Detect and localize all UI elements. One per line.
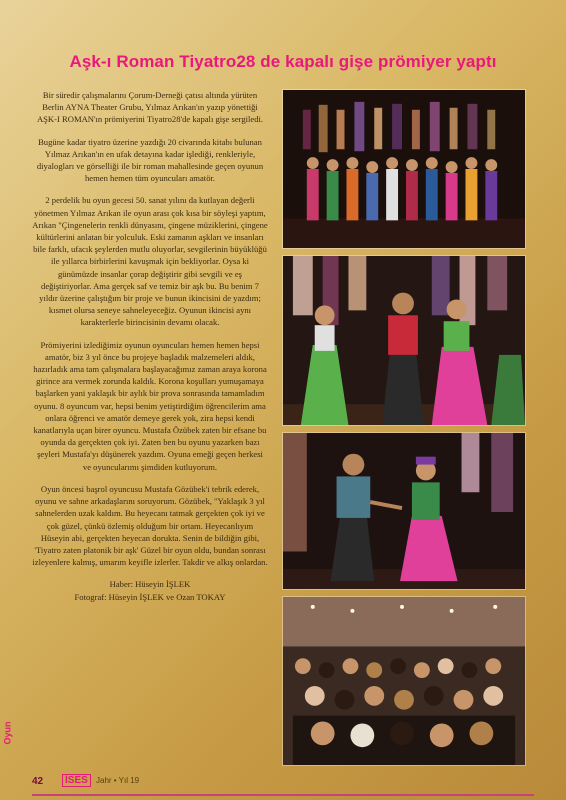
photo-audience xyxy=(282,596,526,766)
section-tag-label: Oyun xyxy=(2,721,13,745)
page-number: 42 xyxy=(32,776,44,787)
photo-dance-scene xyxy=(282,255,526,426)
section-tag xyxy=(2,716,22,756)
photo-couple-scene xyxy=(282,432,526,590)
photo-curtain-call xyxy=(282,89,526,249)
magazine-logo: İSES xyxy=(62,774,91,787)
page-footer xyxy=(0,772,566,800)
issue-label: Jahr • Yıl 19 xyxy=(96,776,140,785)
footer-divider xyxy=(32,794,534,796)
photo-credit: Fotograf: Hüseyin İŞLEK ve Ozan TOKAY xyxy=(74,591,226,602)
article-paragraph: Bugüne kadar tiyatro üzerine yazdığı 20 civarında kitabı bulunan Yılmaz Arıkan'ın en ufak detayına kadar işlediği, renkleriyle, diyalogları ve görselliği ile bir roman mahallesinde geçen oyunun hemen hemen tüm oyuncuları amatör. xyxy=(36,136,264,184)
article-paragraph: Bir süredir çalışmalarını Çorum-Derneği çatısı altında yürüten Berlin AYNA Theater Grubu, Yılmaz Arıkan'ın yazıp yönettiği AŞK-I ROMAN'ın prömiyerini Tiyatro28'de kapalı gişe sergiledi. xyxy=(36,90,264,125)
article-body xyxy=(32,89,268,749)
article-paragraph: Oyun öncesi başrol oyuncusu Mustafa Gözübek'i tebrik ederek, oyunu ve sahne arkadaşlarını soruyorum. Gözübek, "Yaklaşık 3 yıl sahnelerden uzak kaldım. Bu heyecanı tatmak gerçekten çok iyi ve çok güzel, çünkü özlemiş olduğum bir ortam. Heyecanlıyım Hüseyin abi, gerçekten heyecan dorukta. Senin de bildiğin gibi, 'Tiyatro zaten platonik bir aşk' Güzel bir oyun oldu, bundan sonrası izleyenlere kalmış, umarım keyifle izlerler. Takdir ve alkış onlardan. xyxy=(32,483,268,568)
page-title: Aşk-ı Roman Tiyatro28 de kapalı gişe prömiyer yaptı xyxy=(69,52,497,71)
article-paragraph: 2 perdelik bu oyun gecesi 50. sanat yılını da kutlayan değerli yönetmen Yılmaz Arıkan ile oyun arası çok kısa bir söyleşi yaptım, Arıkan "Çingenelerin renkli dünyasını, çingene müziklerini, çingene kültürlerini anlatan bir yolculuk. Eski zamanın aşkları ve insanları bile farklı, ufacık şeylerden mutlu oluyorlar, sevgilerinin büyüklüğü ile yıllarca birbirlerini kavuşmak için bekliyorlar. Oysa ki günümüzde insanlar çorap değiştirir gibi sevgili ve eş değiştiriyorlar. Ama gerçek saf ve temiz bir aşk bu. Bu benim 7 yıldır üzerine çalıştığım bir proje ve bunun ikincisini de yazdım; kısmet olursa seneye sahneleyeceğiz. Oyunun ikincisi aynı karakterlerle birincisinin devamı olacak. xyxy=(32,195,268,328)
article-paragraph: Prömiyerini izlediğimiz oyunun oyuncuları hemen hemen hepsi amatör, biz 3 yıl önce bu projeye başladık malzemeleri aldık, hazırladık ama tam çalışmalara başlayacağımız zaman araya korona girince ara vermek zorunda kaldık. Korona koşulları yumuşamaya başlarken yani yaklaşık bir aylık bir prova sonrasında tamamladım oyunu. 8 oyuncum var, hepsi benim yetiştirdiğim öğrencilerim ama onlara öğrenci ve amatör demeye gerek yok, zira hepsi kendi kanatlarıyla uçan birer oyuncu. Mustafa Özübek zaten bir efsane bu oyunda da gerçekten çok iyi. Zaten ben bu oyunu yazarken bazı şeyleri Mustafa'yı düşünerek yazdım. Oyuna emeği geçen herkesi ve oyuncularımı şimdiden kutluyorum. xyxy=(33,339,267,472)
news-credit: Haber: Hüseyin İŞLEK xyxy=(109,579,191,590)
